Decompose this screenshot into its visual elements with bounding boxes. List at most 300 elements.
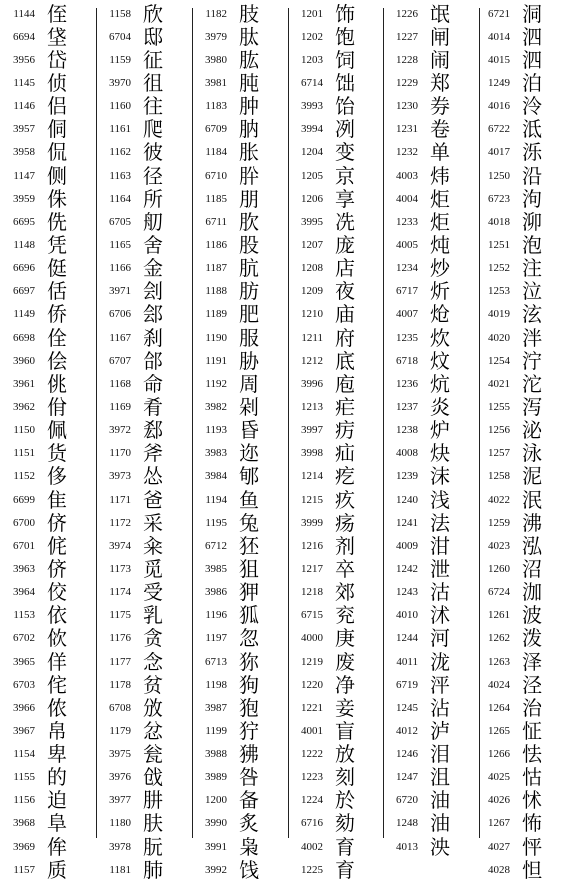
entry-code: 1208 [301, 262, 323, 275]
entry-code: 1171 [109, 493, 131, 506]
entry-character: 泊 [522, 70, 542, 95]
entry-character: 狐 [239, 603, 259, 628]
index-entry [96, 233, 192, 256]
index-entry [192, 372, 288, 395]
entry-code: 3972 [109, 424, 131, 437]
index-entry [96, 280, 192, 303]
entry-character: 邸 [143, 24, 163, 49]
entry-character: 泔 [430, 533, 450, 558]
entry-character: 泷 [430, 649, 450, 674]
index-entry [383, 419, 479, 442]
entry-code: 4007 [396, 308, 418, 321]
entry-code: 6700 [13, 516, 35, 529]
index-entry [383, 604, 479, 627]
index-column-4 [288, 2, 384, 881]
index-entry [0, 118, 96, 141]
entry-character: 岱 [47, 47, 67, 72]
entry-character: 忿 [143, 718, 163, 743]
entry-code: 1229 [396, 76, 418, 89]
entry-code: 3970 [109, 76, 131, 89]
index-entry [96, 71, 192, 94]
entry-code: 1215 [301, 493, 323, 506]
index-entry [475, 789, 571, 812]
entry-code: 1150 [13, 424, 35, 437]
entry-code: 6704 [109, 30, 131, 43]
entry-code: 1225 [301, 863, 323, 876]
index-entry [383, 395, 479, 418]
index-entry [475, 743, 571, 766]
entry-code: 3969 [13, 840, 35, 853]
index-entry [192, 812, 288, 835]
entry-character: 侄 [47, 1, 67, 26]
index-entry [0, 349, 96, 372]
entry-character: 底 [335, 348, 355, 373]
entry-character: 佺 [47, 325, 67, 350]
index-entry [288, 326, 384, 349]
entry-code: 1238 [396, 424, 418, 437]
index-entry [288, 488, 384, 511]
entry-code: 1223 [301, 771, 323, 784]
index-entry [383, 812, 479, 835]
index-entry [288, 187, 384, 210]
entry-code: 6696 [13, 262, 35, 275]
entry-code: 1189 [205, 308, 227, 321]
entry-code: 4015 [488, 53, 510, 66]
index-entry [192, 673, 288, 696]
entry-code: 1184 [205, 146, 227, 159]
entry-character: 注 [522, 256, 542, 281]
entry-code: 6712 [205, 539, 227, 552]
index-entry [0, 766, 96, 789]
entry-character: 佾 [47, 394, 67, 419]
entry-character: 受 [143, 580, 163, 605]
index-entry [0, 372, 96, 395]
index-entry [96, 581, 192, 604]
entry-character: 狒 [239, 742, 259, 767]
entry-code: 1231 [396, 123, 418, 136]
index-entry [383, 511, 479, 534]
entry-code: 3958 [13, 146, 35, 159]
entry-character: 兔 [239, 510, 259, 535]
index-entry [383, 465, 479, 488]
index-entry [383, 557, 479, 580]
entry-character: 盲 [335, 718, 355, 743]
index-entry [383, 789, 479, 812]
entry-code: 6724 [488, 586, 510, 599]
index-entry [383, 719, 479, 742]
entry-code: 1144 [13, 7, 35, 20]
entry-code: 3986 [205, 586, 227, 599]
entry-code: 1222 [301, 748, 323, 761]
index-entry [96, 187, 192, 210]
entry-code: 1224 [301, 794, 323, 807]
index-entry [383, 164, 479, 187]
index-entry [192, 442, 288, 465]
index-entry [475, 627, 571, 650]
index-entry [475, 719, 571, 742]
index-entry [192, 581, 288, 604]
entry-character: 废 [335, 649, 355, 674]
index-entry [475, 233, 571, 256]
entry-character: 肢 [239, 1, 259, 26]
entry-character: 泸 [430, 718, 450, 743]
entry-character: 庙 [335, 302, 355, 327]
entry-character: 狗 [239, 672, 259, 697]
index-entry [96, 210, 192, 233]
entry-code: 1195 [205, 516, 227, 529]
index-entry [475, 858, 571, 881]
entry-character: 侬 [47, 695, 67, 720]
entry-code: 1173 [109, 562, 131, 575]
entry-code: 1183 [205, 100, 227, 113]
entry-code: 6703 [13, 678, 35, 691]
entry-code: 1209 [301, 285, 323, 298]
entry-code: 3956 [13, 53, 35, 66]
entry-code: 4023 [488, 539, 510, 552]
entry-code: 6701 [13, 539, 35, 552]
entry-character: 怵 [522, 788, 542, 813]
entry-character: 戗 [143, 765, 163, 790]
entry-code: 3961 [13, 377, 35, 390]
entry-code: 4027 [488, 840, 510, 853]
index-entry [288, 303, 384, 326]
entry-code: 1149 [13, 308, 35, 321]
entry-code: 1241 [396, 516, 418, 529]
entry-code: 3965 [13, 655, 35, 668]
entry-code: 1255 [488, 400, 510, 413]
index-entry [0, 581, 96, 604]
index-entry [96, 2, 192, 25]
index-entry [96, 419, 192, 442]
index-entry [0, 835, 96, 858]
entry-code: 4019 [488, 308, 510, 321]
index-entry [96, 349, 192, 372]
entry-code: 3981 [205, 76, 227, 89]
index-entry [0, 673, 96, 696]
entry-character: 净 [335, 672, 355, 697]
index-entry [475, 442, 571, 465]
entry-code: 1161 [109, 123, 131, 136]
index-entry [475, 534, 571, 557]
entry-character: 阜 [47, 811, 67, 836]
entry-code: 1234 [396, 262, 418, 275]
entry-code: 1194 [205, 493, 227, 506]
entry-code: 3999 [301, 516, 323, 529]
index-entry [192, 349, 288, 372]
index-entry [192, 835, 288, 858]
entry-character: 肷 [239, 209, 259, 234]
index-entry [0, 557, 96, 580]
index-entry [0, 71, 96, 94]
index-entry [288, 349, 384, 372]
entry-code: 3984 [205, 470, 227, 483]
entry-character: 乳 [143, 603, 163, 628]
index-entry [96, 141, 192, 164]
entry-code: 1157 [13, 863, 35, 876]
entry-code: 3967 [13, 724, 35, 737]
index-entry [475, 372, 571, 395]
entry-code: 1179 [109, 724, 131, 737]
entry-code: 1178 [109, 678, 131, 691]
index-entry [192, 48, 288, 71]
entry-code: 4022 [488, 493, 510, 506]
entry-character: 忽 [239, 626, 259, 651]
entry-character: 垡 [47, 24, 67, 49]
entry-character: 沭 [430, 603, 450, 628]
index-column-5 [383, 2, 479, 858]
entry-character: 育 [335, 857, 355, 882]
entry-character: 刽 [143, 279, 163, 304]
entry-code: 1187 [205, 262, 227, 275]
entry-code: 6715 [301, 609, 323, 622]
index-entry [383, 488, 479, 511]
index-entry [192, 419, 288, 442]
entry-code: 6708 [109, 701, 131, 714]
entry-code: 1250 [488, 169, 510, 182]
entry-code: 1198 [205, 678, 227, 691]
index-entry [383, 743, 479, 766]
entry-code: 4024 [488, 678, 510, 691]
index-entry [288, 419, 384, 442]
index-entry [288, 650, 384, 673]
index-entry [288, 789, 384, 812]
index-entry [96, 303, 192, 326]
index-entry [192, 488, 288, 511]
entry-code: 1153 [13, 609, 35, 622]
entry-character: 闹 [430, 47, 450, 72]
index-entry [96, 604, 192, 627]
entry-character: 往 [143, 94, 163, 119]
entry-code: 1247 [396, 771, 418, 784]
entry-code: 1172 [109, 516, 131, 529]
entry-character: 贫 [143, 672, 163, 697]
entry-code: 1148 [13, 238, 35, 251]
index-entry [475, 604, 571, 627]
entry-code: 1165 [109, 238, 131, 251]
index-entry [0, 210, 96, 233]
entry-code: 6710 [205, 169, 227, 182]
entry-character: 兖 [335, 603, 355, 628]
index-entry [192, 766, 288, 789]
entry-code: 1186 [205, 238, 227, 251]
entry-code: 6709 [205, 123, 227, 136]
entry-character: 泞 [522, 348, 542, 373]
entry-code: 4017 [488, 146, 510, 159]
entry-character: 朊 [143, 834, 163, 859]
entry-character: 券 [430, 94, 450, 119]
entry-code: 4010 [396, 609, 418, 622]
index-entry [192, 696, 288, 719]
entry-character: 服 [239, 325, 259, 350]
index-entry [96, 395, 192, 418]
index-entry [288, 2, 384, 25]
entry-character: 炬 [430, 186, 450, 211]
entry-code: 4002 [301, 840, 323, 853]
entry-code: 3994 [301, 123, 323, 136]
index-entry [0, 141, 96, 164]
entry-character: 卒 [335, 556, 355, 581]
entry-character: 郑 [430, 70, 450, 95]
entry-code: 1211 [301, 331, 323, 344]
entry-character: 饯 [239, 857, 259, 882]
entry-code: 1191 [205, 354, 227, 367]
index-entry [0, 858, 96, 881]
index-entry [0, 812, 96, 835]
entry-character: 狝 [239, 649, 259, 674]
entry-code: 1158 [109, 7, 131, 20]
entry-character: 庞 [335, 232, 355, 257]
entry-character: 侧 [47, 163, 67, 188]
entry-character: 浅 [430, 487, 450, 512]
index-entry [0, 465, 96, 488]
index-entry [0, 534, 96, 557]
entry-character: 侪 [47, 556, 67, 581]
index-entry [383, 280, 479, 303]
index-entry [383, 650, 479, 673]
index-entry [96, 257, 192, 280]
entry-character: 庚 [335, 626, 355, 651]
index-entry [383, 48, 479, 71]
entry-code: 1164 [109, 192, 131, 205]
entry-character: 佼 [47, 580, 67, 605]
entry-character: 泥 [522, 464, 542, 489]
entry-character: 侨 [47, 302, 67, 327]
entry-code: 6723 [488, 192, 510, 205]
entry-code: 6705 [109, 215, 131, 228]
index-entry [383, 141, 479, 164]
entry-code: 1263 [488, 655, 510, 668]
entry-code: 1227 [396, 30, 418, 43]
entry-character: 采 [143, 510, 163, 535]
index-entry [96, 442, 192, 465]
index-entry [96, 557, 192, 580]
entry-character: 刹 [143, 325, 163, 350]
index-entry [383, 2, 479, 25]
entry-character: 侏 [47, 186, 67, 211]
entry-character: 泗 [522, 47, 542, 72]
entry-code: 6720 [396, 794, 418, 807]
entry-code: 4025 [488, 771, 510, 784]
entry-code: 1253 [488, 285, 510, 298]
entry-character: 泄 [430, 556, 450, 581]
entry-character: 舍 [143, 232, 163, 257]
index-entry [475, 187, 571, 210]
entry-code: 1244 [396, 632, 418, 645]
entry-character: 冽 [335, 117, 355, 142]
entry-character: 肸 [239, 163, 259, 188]
entry-character: 闸 [430, 24, 450, 49]
entry-character: 沱 [522, 371, 542, 396]
entry-code: 1197 [205, 632, 227, 645]
index-entry [192, 210, 288, 233]
entry-code: 4009 [396, 539, 418, 552]
index-entry [192, 71, 288, 94]
index-entry [96, 696, 192, 719]
entry-code: 1235 [396, 331, 418, 344]
entry-code: 6714 [301, 76, 323, 89]
entry-code: 1254 [488, 354, 510, 367]
entry-character: 沽 [430, 580, 450, 605]
entry-code: 1207 [301, 238, 323, 251]
entry-character: 疚 [335, 487, 355, 512]
entry-character: 侃 [47, 140, 67, 165]
entry-character: 枭 [239, 834, 259, 859]
entry-character: 沫 [430, 464, 450, 489]
index-entry [475, 395, 571, 418]
entry-code: 1156 [13, 794, 35, 807]
entry-character: 放 [335, 742, 355, 767]
entry-code: 6717 [396, 285, 418, 298]
index-entry [192, 395, 288, 418]
index-column-6 [475, 2, 571, 881]
entry-code: 1249 [488, 76, 510, 89]
entry-code: 4018 [488, 215, 510, 228]
entry-code: 1180 [109, 817, 131, 830]
index-entry [383, 673, 479, 696]
index-entry [475, 280, 571, 303]
entry-code: 1177 [109, 655, 131, 668]
entry-code: 4011 [396, 655, 418, 668]
index-entry [475, 673, 571, 696]
entry-character: 备 [239, 788, 259, 813]
index-entry [288, 465, 384, 488]
index-entry [288, 257, 384, 280]
entry-character: 侦 [47, 70, 67, 95]
entry-character: 舠 [143, 209, 163, 234]
entry-character: 饲 [335, 47, 355, 72]
entry-code: 3992 [205, 863, 227, 876]
entry-character: 佻 [47, 371, 67, 396]
index-entry [96, 534, 192, 557]
entry-character: 泱 [430, 834, 450, 859]
index-entry [192, 557, 288, 580]
index-entry [288, 719, 384, 742]
index-entry [96, 95, 192, 118]
entry-code: 1239 [396, 470, 418, 483]
index-entry [288, 534, 384, 557]
entry-code: 3957 [13, 123, 35, 136]
entry-character: 泃 [522, 186, 542, 211]
entry-code: 4000 [301, 632, 323, 645]
entry-code: 4003 [396, 169, 418, 182]
entry-code: 1146 [13, 100, 35, 113]
entry-character: 泮 [522, 325, 542, 350]
entry-character: 炒 [430, 256, 450, 281]
entry-code: 3973 [109, 470, 131, 483]
entry-code: 6699 [13, 493, 35, 506]
entry-code: 1145 [13, 76, 35, 89]
entry-character: 郄 [143, 418, 163, 443]
index-entry [288, 71, 384, 94]
entry-code: 3962 [13, 400, 35, 413]
index-entry [383, 766, 479, 789]
entry-character: 侔 [47, 834, 67, 859]
entry-character: 泺 [522, 140, 542, 165]
entry-code: 1266 [488, 748, 510, 761]
entry-character: 狉 [239, 533, 259, 558]
index-entry [475, 164, 571, 187]
index-entry [288, 766, 384, 789]
entry-code: 1228 [396, 53, 418, 66]
entry-code: 1226 [396, 7, 418, 20]
entry-code: 6722 [488, 123, 510, 136]
index-entry [96, 650, 192, 673]
entry-character: 泌 [522, 418, 542, 443]
entry-character: 金 [143, 256, 163, 281]
index-entry [288, 25, 384, 48]
index-entry [96, 164, 192, 187]
entry-character: 肪 [239, 279, 259, 304]
